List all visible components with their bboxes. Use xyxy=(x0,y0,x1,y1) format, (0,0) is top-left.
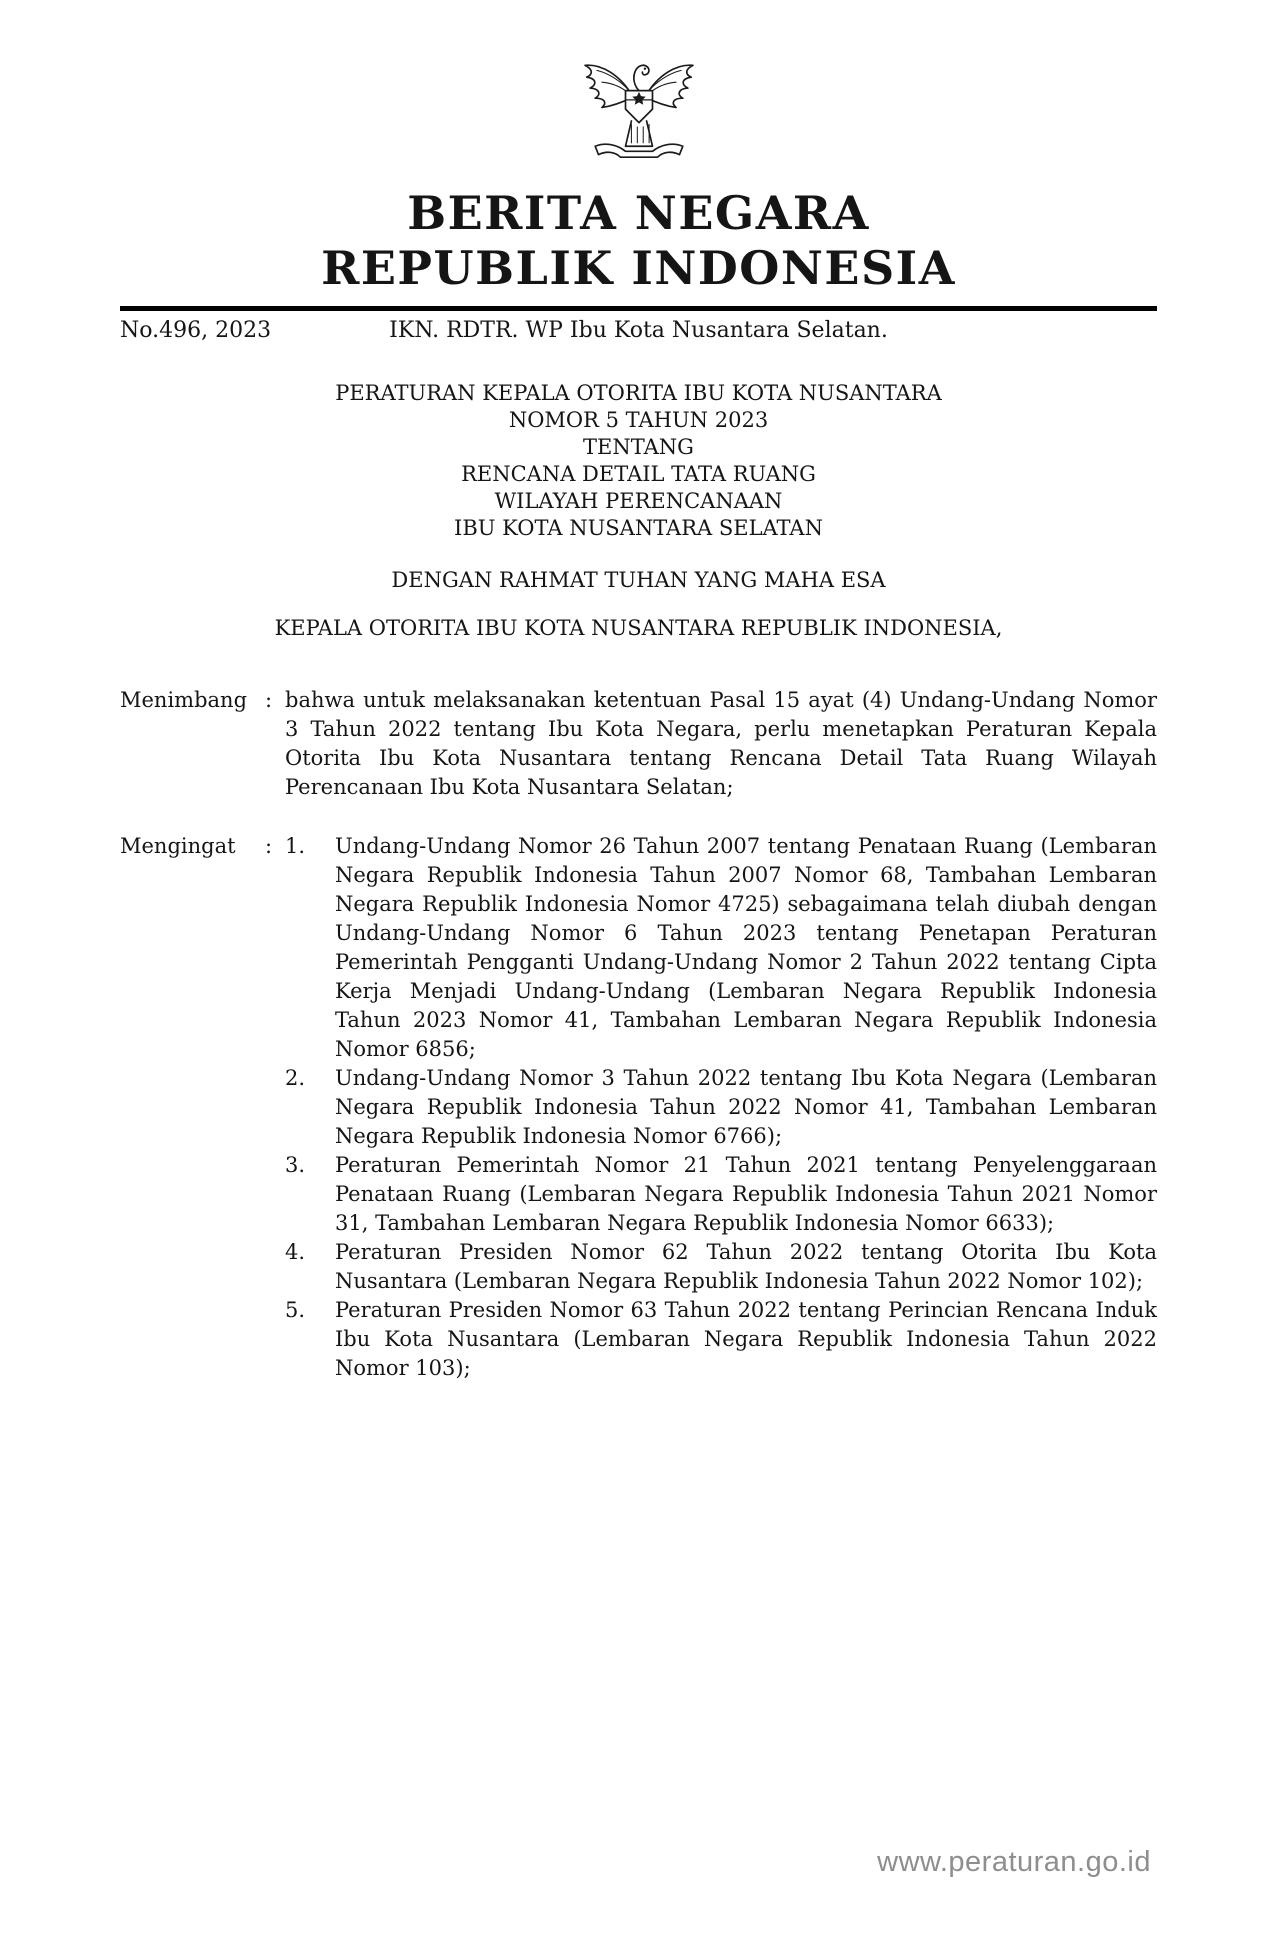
heading-line-1: PERATURAN KEPALA OTORITA IBU KOTA NUSANTARA xyxy=(335,381,942,406)
invocation-line: DENGAN RAHMAT TUHAN YANG MAHA ESA xyxy=(391,568,886,593)
item-number: 1. xyxy=(285,834,306,859)
item-number: 4. xyxy=(285,1240,306,1265)
gazette-title-line2: REPUBLIK INDONESIA xyxy=(321,241,956,296)
heading-line-5: WILAYAH PERENCANAAN xyxy=(494,489,783,514)
gazette-title-line1: BERITA NEGARA xyxy=(407,186,870,240)
regulation-heading xyxy=(120,380,1157,542)
item-text: Peraturan Presiden Nomor 63 Tahun 2022 tentang Perincian Rencana Induk Ibu Kota Nusantara (Lembaran Negara Republik Indonesia Tahun 2022 Nomor 103); xyxy=(335,1298,1157,1381)
menimbang-colon: : xyxy=(265,688,273,713)
site-watermark: www.peraturan.go.id xyxy=(877,1846,1151,1878)
masthead-rule xyxy=(120,306,1157,311)
heading-line-3: TENTANG xyxy=(583,435,694,460)
authority-line: KEPALA OTORITA IBU KOTA NUSANTARA REPUBLIK INDONESIA, xyxy=(274,616,1003,641)
item-text: Undang-Undang Nomor 3 Tahun 2022 tentang Ibu Kota Negara (Lembaran Negara Republik Indonesia Tahun 2022 Nomor 41, Tambahan Lembaran Negara Republik Indonesia Nomor 6766); xyxy=(335,1066,1157,1149)
item-number: 3. xyxy=(285,1153,306,1178)
legal-basis-list xyxy=(285,832,1157,1383)
item-number: 2. xyxy=(285,1066,306,1091)
mengingat-colon: : xyxy=(265,834,273,859)
issue-number: No.496, 2023 xyxy=(120,318,272,344)
issue-subject: IKN. RDTR. WP Ibu Kota Nusantara Selatan. xyxy=(389,318,888,344)
menimbang-section xyxy=(120,686,1157,802)
item-text: Undang-Undang Nomor 26 Tahun 2007 tentang Penataan Ruang (Lembaran Negara Republik Indonesia Tahun 2007 Nomor 68, Tambahan Lembaran Negara Republik Indonesia Nomor 4725) sebagaimana telah diubah dengan Undang-Undang Nomor 6 Tahun 2023 tentang Penetapan Peraturan Pemerintah Pengganti Undang-Undang Nomor 2 Tahun 2022 tentang Cipta Kerja Menjadi Undang-Undang (Lembaran Negara Republik Indonesia Tahun 2023 Nomor 41, Tambahan Lembaran Negara Republik Indonesia Nomor 6856; xyxy=(335,834,1157,1062)
issue-line xyxy=(120,316,1157,348)
garuda-emblem-drawing xyxy=(580,46,698,174)
heading-line-6: IBU KOTA NUSANTARA SELATAN xyxy=(454,516,823,541)
heading-line-2: NOMOR 5 TAHUN 2023 xyxy=(508,408,769,433)
heading-line-4: RENCANA DETAIL TATA RUANG xyxy=(461,462,816,487)
legal-basis-item xyxy=(285,1064,1157,1151)
legal-basis-item xyxy=(285,1151,1157,1238)
legal-basis-item xyxy=(285,1238,1157,1296)
gazette-title xyxy=(120,186,1157,296)
legal-basis-item xyxy=(285,832,1157,1064)
menimbang-label: Menimbang xyxy=(120,688,248,713)
menimbang-text: bahwa untuk melaksanakan ketentuan Pasal 15 ayat (4) Undang-Undang Nomor 3 Tahun 2022 tentang Ibu Kota Negara, perlu menetapkan Peraturan Kepala Otorita Ibu Kota Nusantara tentang Rencana Detail Tata Ruang Wilayah Perencanaan Ibu Kota Nusantara Selatan; xyxy=(285,688,1157,800)
item-text: Peraturan Presiden Nomor 62 Tahun 2022 tentang Otorita Ibu Kota Nusantara (Lembaran Negara Republik Indonesia Tahun 2022 Nomor 102); xyxy=(335,1240,1157,1294)
mengingat-section xyxy=(120,832,1157,1383)
item-text: Peraturan Pemerintah Nomor 21 Tahun 2021 tentang Penyelenggaraan Penataan Ruang (Lembaran Negara Republik Indonesia Tahun 2021 Nomor 31, Tambahan Lembaran Negara Republik Indonesia Nomor 6633); xyxy=(335,1153,1157,1236)
legal-basis-item xyxy=(285,1296,1157,1383)
garuda-pancasila-emblem xyxy=(120,46,1157,178)
mengingat-label: Mengingat xyxy=(120,834,236,859)
item-number: 5. xyxy=(285,1298,306,1323)
